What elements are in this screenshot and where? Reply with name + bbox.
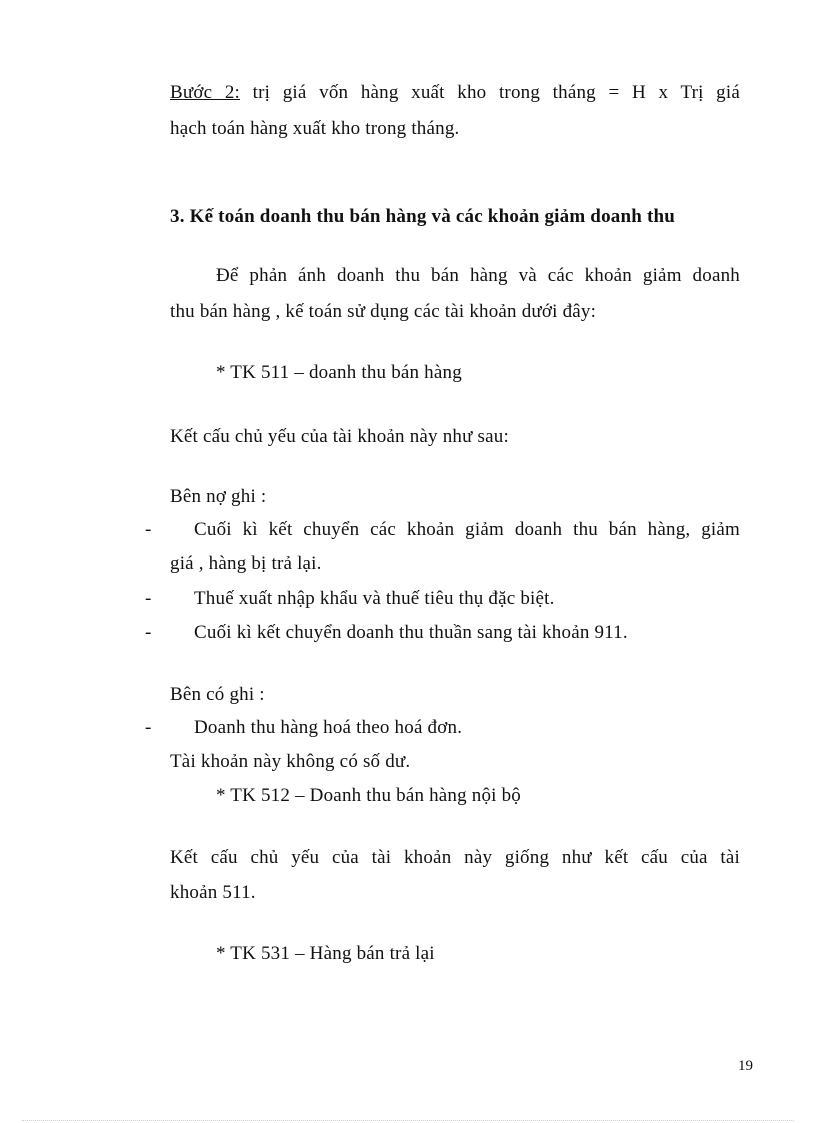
credit-label: Bên có ghi : xyxy=(170,684,265,705)
step2-text: trị giá vốn hàng xuất kho trong tháng = H x Trị giá xyxy=(240,82,740,103)
section-heading: 3. Kế toán doanh thu bán hàng và các khoản giảm doanh thu xyxy=(170,206,676,227)
tk511-title: * TK 511 – doanh thu bán hàng xyxy=(216,362,462,383)
tk512-title: * TK 512 – Doanh thu bán hàng nội bộ xyxy=(216,785,522,806)
balance-note: Tài khoản này không có số dư. xyxy=(170,751,411,772)
debit-label: Bên nợ ghi : xyxy=(170,486,267,507)
debit-bullet-1: - xyxy=(145,519,152,540)
debit-item-1-line-2: giá , hàng bị trả lại. xyxy=(170,553,322,574)
debit-item-2: Thuế xuất nhập khẩu và thuế tiêu thụ đặc biệt. xyxy=(194,588,555,609)
step2-label: Bước 2: xyxy=(170,82,241,103)
tk512-structure-line-2: khoản 511. xyxy=(170,882,256,903)
tk531-title: * TK 531 – Hàng bán trả lại xyxy=(216,943,435,964)
page-bottom-divider xyxy=(22,1120,794,1121)
intro-line-2: thu bán hàng , kế toán sử dụng các tài khoản dưới đây: xyxy=(170,301,597,322)
credit-bullet-1: - xyxy=(145,717,152,738)
debit-bullet-2: - xyxy=(145,588,152,609)
credit-item-1: Doanh thu hàng hoá theo hoá đơn. xyxy=(194,717,463,738)
debit-item-1-line-1: Cuối kì kết chuyển các khoản giảm doanh thu bán hàng, giảm xyxy=(194,519,740,540)
tk512-structure-line-1: Kết cấu chủ yếu của tài khoản này giống như kết cấu của tài xyxy=(170,847,740,868)
debit-item-3: Cuối kì kết chuyển doanh thu thuần sang tài khoản 911. xyxy=(194,622,628,643)
tk511-structure: Kết cấu chủ yếu của tài khoản này như sau: xyxy=(170,426,509,447)
step2-continuation: hạch toán hàng xuất kho trong tháng. xyxy=(170,118,460,139)
step2-line xyxy=(170,81,740,105)
intro-line-1: Để phản ánh doanh thu bán hàng và các khoản giảm doanh xyxy=(216,265,740,286)
page-number: 19 xyxy=(738,1058,753,1074)
debit-bullet-3: - xyxy=(145,622,152,643)
